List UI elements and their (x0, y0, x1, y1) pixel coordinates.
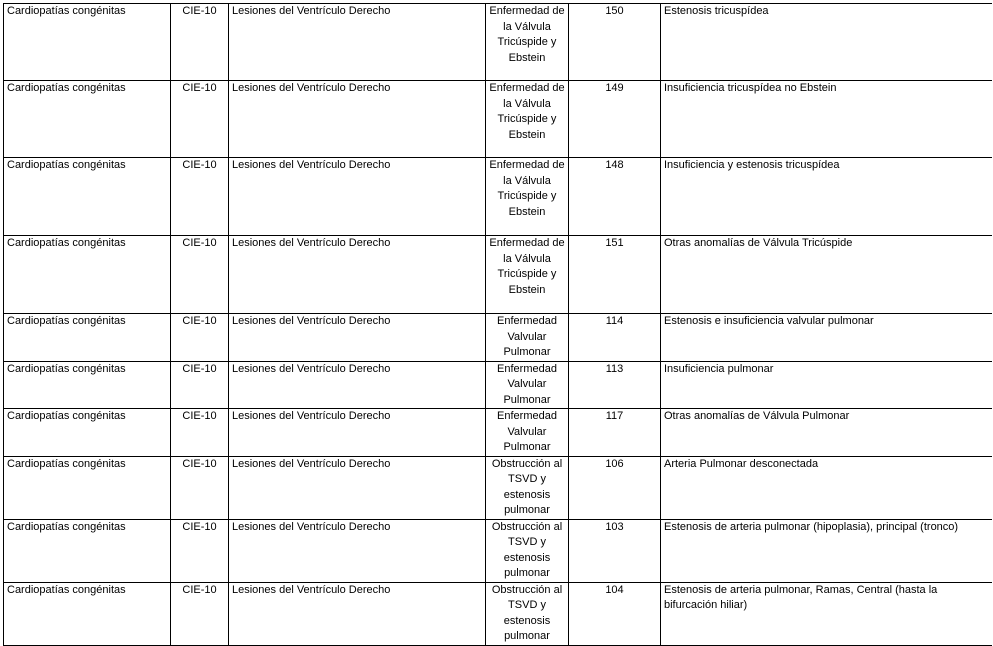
subgroup-cell: Enfermedad de la Válvula Tricúspide y Ebstein (486, 236, 569, 314)
group-cell: Lesiones del Ventrículo Derecho (229, 158, 486, 236)
table-row (4, 158, 992, 236)
group-cell: Lesiones del Ventrículo Derecho (229, 519, 486, 582)
table-body (4, 4, 992, 646)
group-cell: Lesiones del Ventrículo Derecho (229, 236, 486, 314)
description-cell: Estenosis e insuficiencia valvular pulmonar (661, 314, 992, 362)
code-cell: 148 (569, 158, 661, 236)
subgroup-cell: Enfermedad de la Válvula Tricúspide y Ebstein (486, 81, 569, 158)
code-cell: 113 (569, 361, 661, 409)
category-cell: Cardiopatías congénitas (4, 158, 171, 236)
code-system-cell: CIE-10 (171, 81, 229, 158)
category-cell: Cardiopatías congénitas (4, 314, 171, 362)
code-system-cell: CIE-10 (171, 158, 229, 236)
code-cell: 117 (569, 409, 661, 457)
code-cell: 149 (569, 81, 661, 158)
table-row (4, 236, 992, 314)
table-row (4, 409, 992, 457)
code-cell: 150 (569, 4, 661, 81)
table-row (4, 456, 992, 519)
code-cell: 151 (569, 236, 661, 314)
category-cell: Cardiopatías congénitas (4, 456, 171, 519)
table-row (4, 314, 992, 362)
code-system-cell: CIE-10 (171, 4, 229, 81)
code-system-cell: CIE-10 (171, 361, 229, 409)
code-system-cell: CIE-10 (171, 236, 229, 314)
category-cell: Cardiopatías congénitas (4, 582, 171, 645)
description-cell: Estenosis de arteria pulmonar (hipoplasia), principal (tronco) (661, 519, 992, 582)
subgroup-cell: Enfermedad Valvular Pulmonar (486, 314, 569, 362)
description-cell: Otras anomalías de Válvula Pulmonar (661, 409, 992, 457)
category-cell: Cardiopatías congénitas (4, 81, 171, 158)
description-cell: Insuficiencia tricuspídea no Ebstein (661, 81, 992, 158)
group-cell: Lesiones del Ventrículo Derecho (229, 409, 486, 457)
code-system-cell: CIE-10 (171, 519, 229, 582)
category-cell: Cardiopatías congénitas (4, 519, 171, 582)
subgroup-cell: Obstrucción al TSVD y estenosis pulmonar (486, 582, 569, 645)
group-cell: Lesiones del Ventrículo Derecho (229, 582, 486, 645)
code-cell: 114 (569, 314, 661, 362)
table-row (4, 81, 992, 158)
code-system-cell: CIE-10 (171, 314, 229, 362)
description-cell: Insuficiencia y estenosis tricuspídea (661, 158, 992, 236)
diagnosis-table (3, 3, 992, 646)
table-row (4, 582, 992, 645)
subgroup-cell: Enfermedad Valvular Pulmonar (486, 409, 569, 457)
code-cell: 104 (569, 582, 661, 645)
description-cell: Estenosis de arteria pulmonar, Ramas, Central (hasta la bifurcación hiliar) (661, 582, 992, 645)
code-system-cell: CIE-10 (171, 582, 229, 645)
table-row (4, 519, 992, 582)
category-cell: Cardiopatías congénitas (4, 409, 171, 457)
description-cell: Estenosis tricuspídea (661, 4, 992, 81)
subgroup-cell: Obstrucción al TSVD y estenosis pulmonar (486, 456, 569, 519)
group-cell: Lesiones del Ventrículo Derecho (229, 361, 486, 409)
category-cell: Cardiopatías congénitas (4, 236, 171, 314)
code-system-cell: CIE-10 (171, 456, 229, 519)
table-row (4, 4, 992, 81)
description-cell: Insuficiencia pulmonar (661, 361, 992, 409)
code-cell: 106 (569, 456, 661, 519)
category-cell: Cardiopatías congénitas (4, 361, 171, 409)
code-system-cell: CIE-10 (171, 409, 229, 457)
group-cell: Lesiones del Ventrículo Derecho (229, 4, 486, 81)
subgroup-cell: Enfermedad de la Válvula Tricúspide y Ebstein (486, 4, 569, 81)
subgroup-cell: Obstrucción al TSVD y estenosis pulmonar (486, 519, 569, 582)
description-cell: Otras anomalías de Válvula Tricúspide (661, 236, 992, 314)
code-cell: 103 (569, 519, 661, 582)
subgroup-cell: Enfermedad Valvular Pulmonar (486, 361, 569, 409)
group-cell: Lesiones del Ventrículo Derecho (229, 314, 486, 362)
group-cell: Lesiones del Ventrículo Derecho (229, 456, 486, 519)
description-cell: Arteria Pulmonar desconectada (661, 456, 992, 519)
category-cell: Cardiopatías congénitas (4, 4, 171, 81)
subgroup-cell: Enfermedad de la Válvula Tricúspide y Ebstein (486, 158, 569, 236)
group-cell: Lesiones del Ventrículo Derecho (229, 81, 486, 158)
table-row (4, 361, 992, 409)
